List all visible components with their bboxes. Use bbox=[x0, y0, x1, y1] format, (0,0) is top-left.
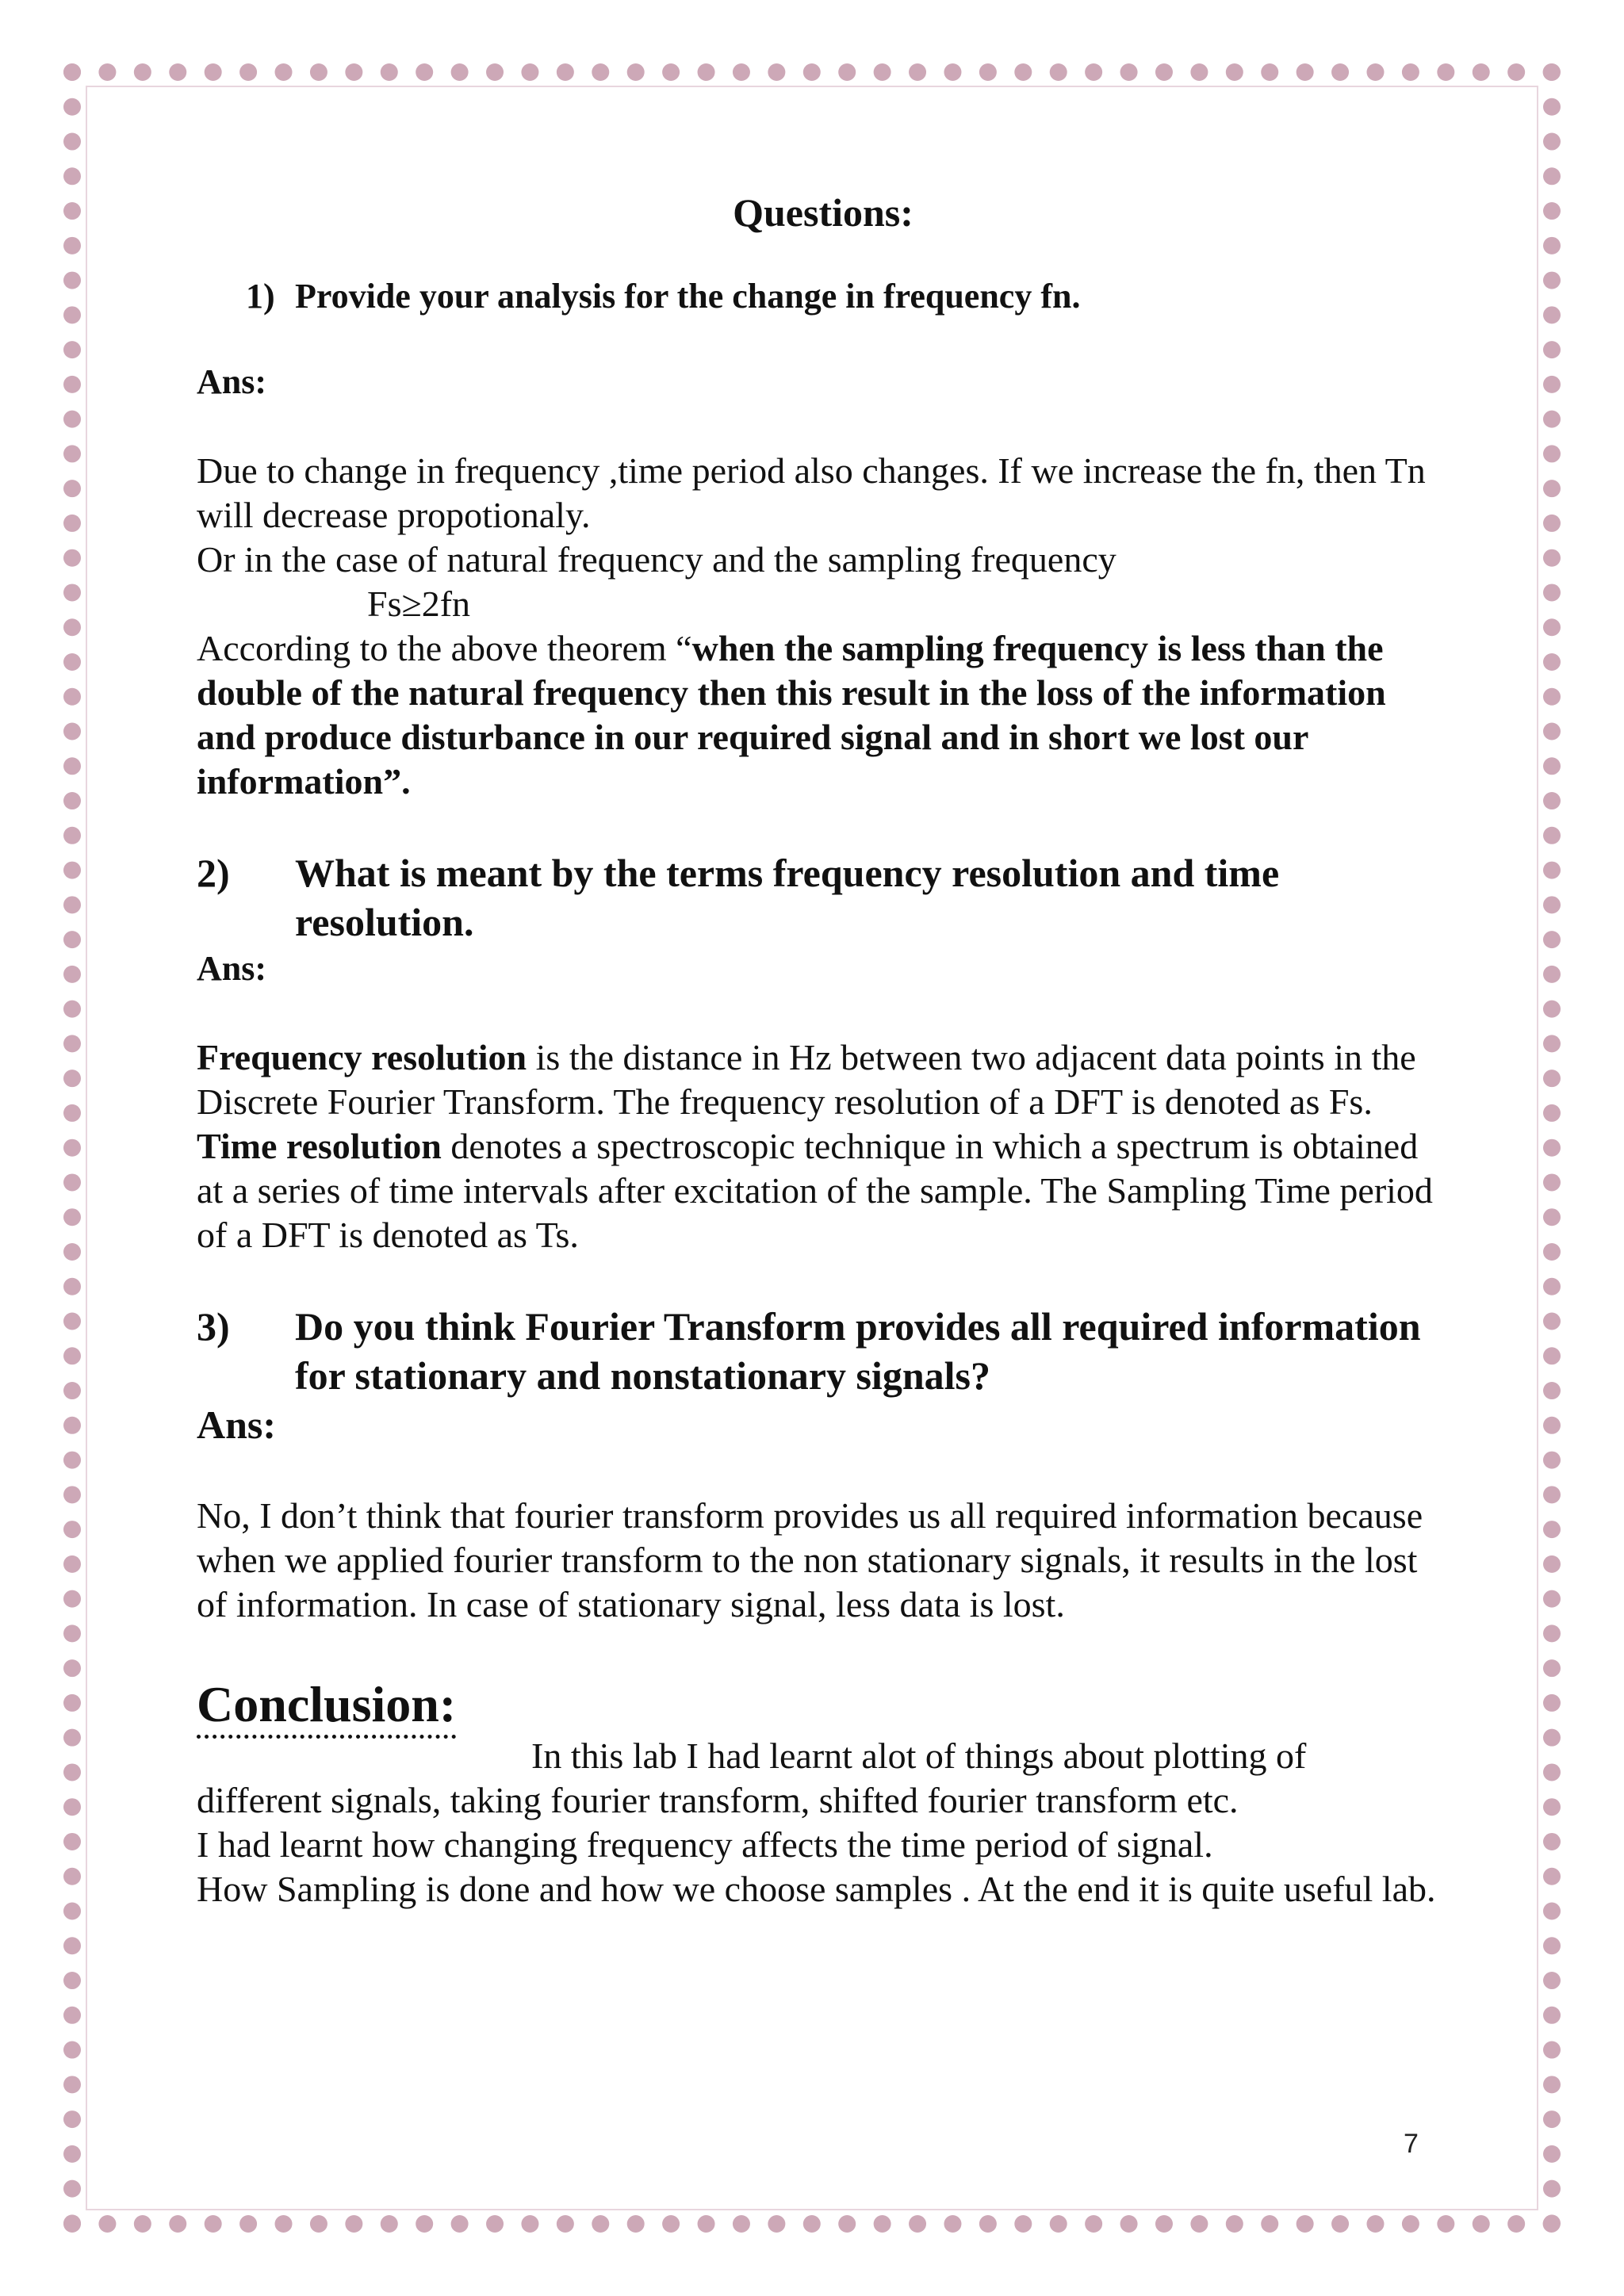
conclusion-line-2: different signals, taking fourier transform, shifted fourier transform etc. bbox=[197, 1780, 1239, 1820]
answer-1-line-3 bbox=[197, 626, 1450, 804]
answer-2-para-1 bbox=[197, 1035, 1450, 1124]
document-body bbox=[197, 190, 1450, 1911]
answer-2-label: Ans: bbox=[197, 949, 267, 988]
conclusion-line-3: I had learnt how changing frequency affects the time period of signal. bbox=[197, 1824, 1213, 1865]
answer-1-formula: Fs≥2fn bbox=[367, 584, 471, 624]
answer-1-line-1: Due to change in frequency ,time period also changes. If we increase the fn, then Tn will decrease propotionaly. bbox=[197, 450, 1426, 535]
answer-2-para-2 bbox=[197, 1124, 1450, 1257]
answer-1-line-3-bold: when the sampling frequency is less than the double of the natural frequency then this result in the loss of the information and produce disturbance in our required signal and in short we lost our information”. bbox=[197, 628, 1386, 802]
conclusion-line-1: In this lab I had learnt alot of things about plotting of bbox=[531, 1735, 1307, 1776]
answer-3-label: Ans: bbox=[197, 1402, 277, 1447]
question-1-text: Provide your analysis for the change in frequency fn. bbox=[295, 277, 1081, 316]
answer-1-body bbox=[197, 449, 1450, 804]
conclusion-line-4: How Sampling is done and how we choose samples . At the end it is quite useful lab. bbox=[197, 1869, 1436, 1909]
answer-1-line-3-prefix: According to the above theorem “ bbox=[197, 628, 692, 668]
question-3-number: 3) bbox=[197, 1304, 230, 1349]
page-number: 7 bbox=[1404, 2129, 1419, 2159]
answer-2-term-1: Frequency resolution bbox=[197, 1037, 527, 1077]
answer-2-term-2: Time resolution bbox=[197, 1126, 442, 1166]
answer-1-label: Ans: bbox=[197, 362, 267, 401]
question-3-text: Do you think Fourier Transform provides all required information for stationary and nonstationary signals? bbox=[295, 1304, 1421, 1398]
page-title: Questions: bbox=[733, 190, 914, 235]
question-2 bbox=[197, 848, 1450, 947]
question-2-number: 2) bbox=[197, 851, 230, 895]
question-1-number: 1) bbox=[246, 277, 275, 316]
question-3 bbox=[197, 1302, 1450, 1400]
answer-2-body bbox=[197, 1035, 1450, 1257]
conclusion-body bbox=[197, 1734, 1450, 1911]
answer-2-text-2: denotes a spectroscopic technique in which a spectrum is obtained at a series of time intervals after excitation of the sample. The Sampling Time period of a DFT is denoted as Ts. bbox=[197, 1126, 1433, 1255]
conclusion-heading: Conclusion: bbox=[197, 1676, 456, 1739]
answer-2-text-1: is the distance in Hz between two adjacent data points in the Discrete Fourier Transform. The frequency resolution of a DFT is denoted as Fs. bbox=[197, 1037, 1416, 1122]
answer-3-body: No, I don’t think that fourier transform provides us all required information because when we applied fourier transform to the non stationary signals, it results in the lost of information. In case of stationary signal, less data is lost. bbox=[197, 1495, 1423, 1624]
question-2-text: What is meant by the terms frequency resolution and time resolution. bbox=[295, 851, 1280, 944]
answer-1-line-2: Or in the case of natural frequency and the sampling frequency bbox=[197, 539, 1116, 580]
question-1 bbox=[246, 274, 1450, 319]
